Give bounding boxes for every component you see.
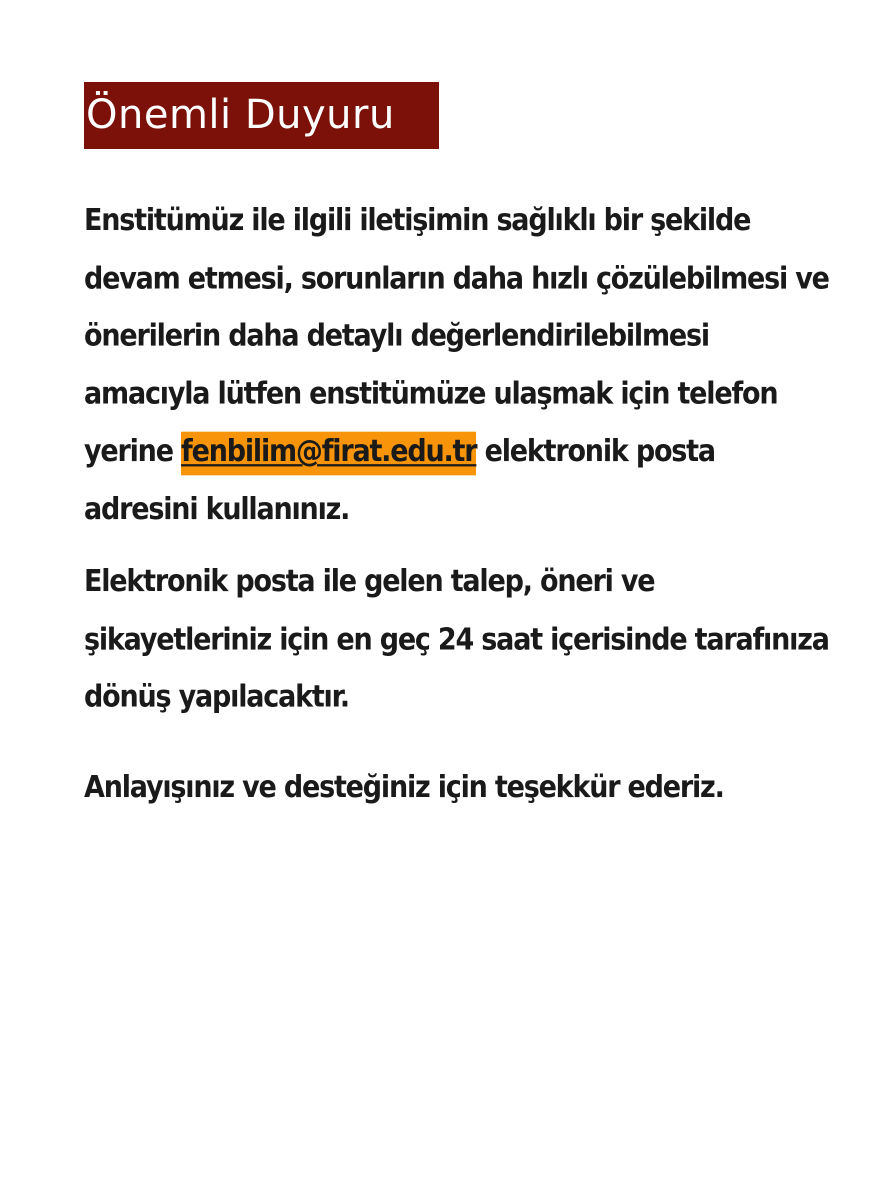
paragraph-line: önerilerin daha detaylı değerlendirilebilmesi — [84, 318, 709, 354]
paragraph-line: amacıyla lütfen enstitümüze ulaşmak için telefon — [84, 376, 778, 411]
paragraph-response-time — [84, 553, 829, 726]
paragraph-line: adresini kullanınız. — [84, 491, 350, 527]
paragraph-line: devam etmesi, sorunların daha hızlı çözülebilmesi ve — [84, 260, 829, 296]
line-text-before-email: yerine — [84, 433, 182, 469]
paragraph-line: Enstitümüz ile ilgili iletişimin sağlıklı bir şekilde — [84, 203, 751, 238]
paragraph-line: Elektronik posta ile gelen talep, öneri ve — [84, 564, 655, 599]
line-text-after-email: elektronik posta — [476, 433, 715, 469]
paragraph-thanks — [84, 759, 824, 817]
paragraph-line: şikayetleriniz için en geç 24 saat içerisinde tarafınıza — [84, 621, 829, 657]
paragraph-line: dönüş yapılacaktır. — [84, 679, 349, 715]
paragraph-line: Anlayışınız ve desteğiniz için teşekkür ederiz. — [84, 770, 724, 805]
paragraph-line-with-email — [84, 423, 824, 481]
page-title: Önemli Duyuru — [86, 92, 395, 138]
email-link[interactable]: fenbilim@firat.edu.tr — [181, 432, 476, 476]
title-banner — [84, 82, 439, 149]
paragraph-contact-info — [84, 192, 829, 538]
